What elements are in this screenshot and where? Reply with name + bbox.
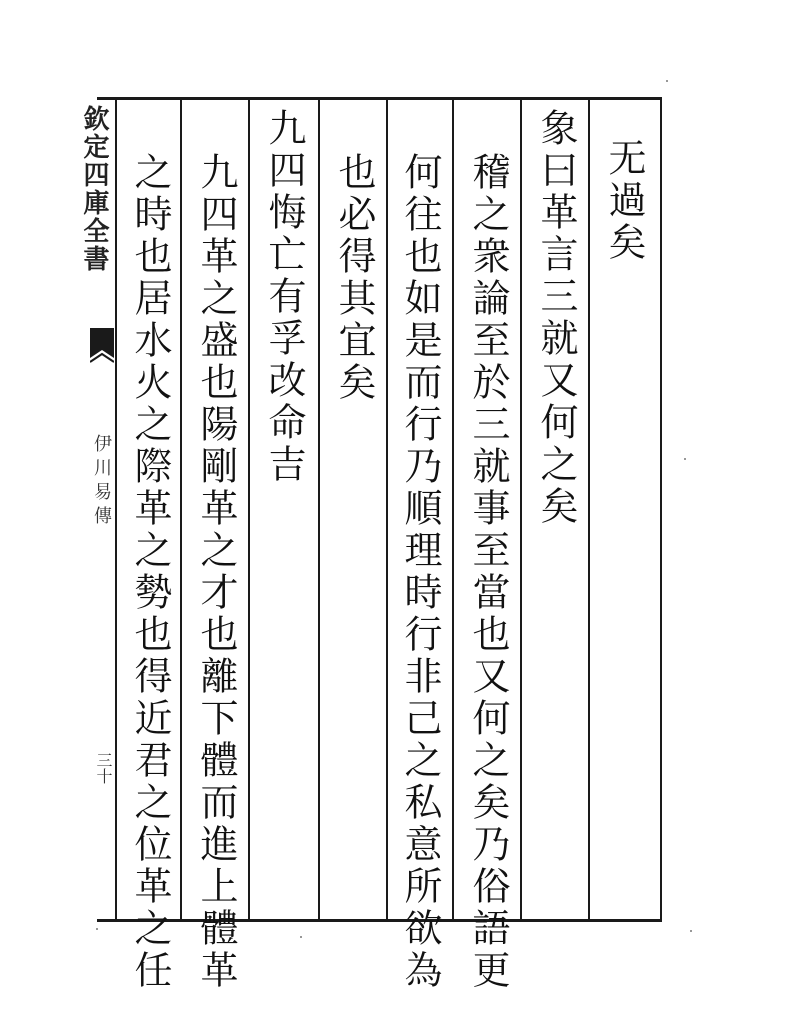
scan-speck: [300, 936, 302, 938]
text-column-1: 无過矣: [602, 138, 646, 264]
scan-speck: [690, 930, 692, 932]
column-rule: [318, 97, 320, 919]
column-rule: [248, 97, 250, 919]
text-column-6: 九四悔亡有孚改命吉: [262, 108, 306, 486]
column-rule: [520, 97, 522, 919]
text-column-5: 也必得其宜矣: [332, 152, 376, 404]
text-column-4: 何往也如是而行乃順理時行非己之私意所欲為: [398, 152, 442, 992]
column-rule: [386, 97, 388, 919]
page-number: 三十: [94, 752, 113, 784]
text-column-8: 之時也居水火之際革之勢也得近君之位革之任: [128, 152, 172, 992]
column-rule: [588, 97, 590, 919]
scan-speck: [684, 458, 686, 460]
text-column-7: 九四革之盛也陽剛革之才也離下體而進上體革: [194, 152, 238, 992]
scan-speck: [666, 80, 668, 82]
scan-speck: [96, 928, 98, 930]
section-title: 伊川易傳: [91, 434, 112, 530]
column-rule: [180, 97, 182, 919]
text-column-3: 稽之衆論至於三就事至當也又何之矣乃俗語更: [466, 152, 510, 992]
column-rule: [452, 97, 454, 919]
text-column-2: 象曰革言三就又何之矣: [534, 108, 578, 528]
book-title: 欽定四庫全書: [79, 105, 109, 273]
fishtail-mark-icon: [90, 328, 114, 370]
